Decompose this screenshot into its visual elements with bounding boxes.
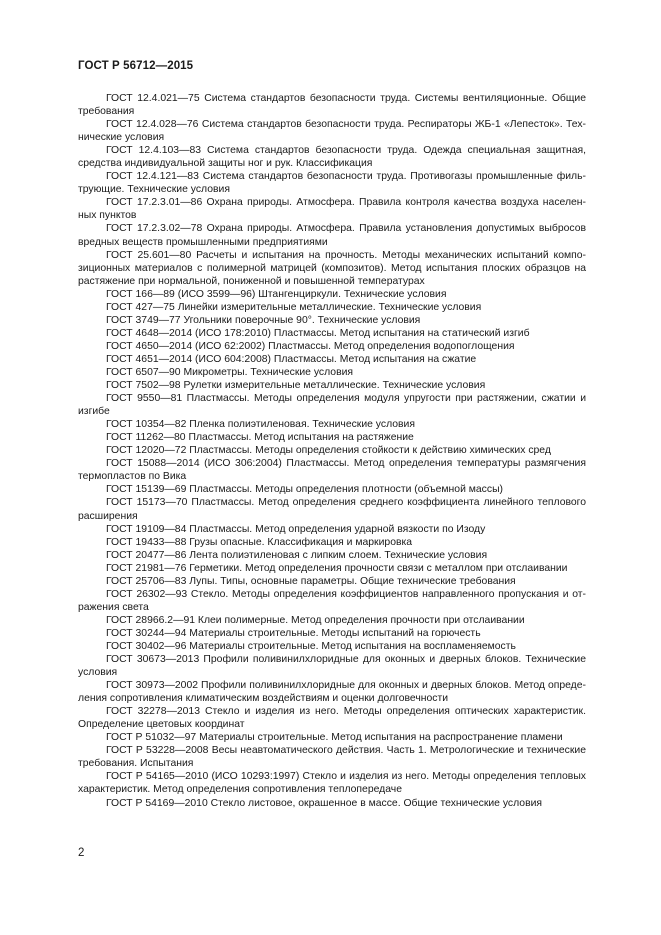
reference-item: ГОСТ 166—89 (ИСО 3599—96) Штангенциркули. Технические условия — [106, 288, 447, 300]
reference-item: ГОСТ Р 54165—2010 (ИСО 10293:1997) Стекло и изделия из него. Методы определения тепловых характеристик. Метод определения сопротивления теплопередаче — [78, 771, 586, 796]
reference-item: ГОСТ Р 53228—2008 Весы неавтоматического действия. Часть 1. Метрологические и технические требования. Испытания — [78, 745, 586, 770]
reference-item: ГОСТ 30973—2002 Профили поливинилхлоридные для оконных и дверных блоков. Метод определения сопротивления климатическим воздействиям и оценки долговечности — [78, 680, 586, 705]
reference-item: ГОСТ 30244—94 Материалы строительные. Методы испытаний на горючесть — [106, 627, 481, 639]
reference-item: ГОСТ 11262—80 Пластмассы. Метод испытания на растяжение — [106, 432, 414, 444]
reference-item: ГОСТ 17.2.3.02—78 Охрана природы. Атмосфера. Правила установления допустимых выбросов вредных веществ промышленными предприятиями — [78, 223, 586, 248]
reference-item: ГОСТ Р 51032—97 Материалы строительные. Метод испытания на распространение пламени — [106, 732, 563, 744]
reference-item: ГОСТ 427—75 Линейки измерительные металлические. Технические условия — [106, 301, 482, 313]
reference-item: ГОСТ 26302—93 Стекло. Методы определения коэффициентов направленного пропускания и отражения света — [78, 588, 586, 613]
reference-item: ГОСТ 30673—2013 Профили поливинилхлоридные для оконных и дверных блоков. Технические условия — [78, 654, 586, 679]
reference-item: ГОСТ 28966.2—91 Клеи полимерные. Метод определения прочности при отслаивании — [106, 614, 525, 626]
reference-item: ГОСТ 12020—72 Пластмассы. Методы определения стойкости к действию химических сред — [106, 445, 551, 457]
reference-item: ГОСТ 4650—2014 (ИСО 62:2002) Пластмассы. Метод определения водопоглощения — [106, 340, 515, 352]
reference-item: ГОСТ 25.601—80 Расчеты и испытания на прочность. Методы механических испытаний композиционных материалов с полимерной матрицей (композитов). Метод испытания плоских образцов на растяжение при нормальной, пониженной и повышенной температурах — [78, 249, 586, 287]
reference-item: ГОСТ 4648—2014 (ИСО 178:2010) Пластмассы. Метод испытания на статический изгиб — [106, 327, 530, 339]
reference-item: ГОСТ 21981—76 Герметики. Метод определения прочности связи с металлом при отслаивании — [106, 562, 568, 574]
reference-item: ГОСТ 19433—88 Грузы опасные. Классификация и маркировка — [106, 536, 413, 548]
reference-item: ГОСТ 12.4.021—75 Система стандартов безопасности труда. Системы вентиляционные. Общие требования — [78, 93, 586, 118]
reference-item: ГОСТ 15139—69 Пластмассы. Методы определения плотности (объемной массы) — [106, 484, 503, 496]
reference-item: ГОСТ 10354—82 Пленка полиэтиленовая. Технические условия — [106, 419, 415, 431]
reference-item: ГОСТ 12.4.028—76 Система стандартов безопасности труда. Респираторы ЖБ-1 «Лепесток». Технические условия — [78, 119, 586, 144]
reference-item: ГОСТ 7502—98 Рулетки измерительные металлические. Технические условия — [106, 380, 486, 392]
reference-item: ГОСТ 19109—84 Пластмассы. Метод определения ударной вязкости по Изоду — [106, 523, 486, 535]
document-header: ГОСТ Р 56712—2015 — [78, 60, 194, 72]
reference-item: ГОСТ 15173—70 Пластмассы. Метод определения среднего коэффициента линейного теплового расширения — [78, 497, 586, 522]
reference-item: ГОСТ 25706—83 Лупы. Типы, основные параметры. Общие технические требования — [106, 575, 516, 587]
reference-item: ГОСТ 30402—96 Материалы строительные. Метод испытания на воспламеняемость — [106, 640, 516, 652]
reference-item: ГОСТ Р 54169—2010 Стекло листовое, окрашенное в массе. Общие технические условия — [106, 797, 543, 809]
normative-references-list — [78, 92, 586, 810]
page-number: 2 — [78, 847, 85, 859]
reference-item: ГОСТ 15088—2014 (ИСО 306:2004) Пластмассы. Метод определения температуры размягчения термопластов по Вика — [78, 458, 586, 483]
reference-item: ГОСТ 17.2.3.01—86 Охрана природы. Атмосфера. Правила контроля качества воздуха населенных пунктов — [78, 197, 586, 222]
reference-item: ГОСТ 12.4.103—83 Система стандартов безопасности труда. Одежда специальная защитная, средства индивидуальной защиты ног и рук. Классификация — [78, 145, 586, 170]
reference-item: ГОСТ 20477—86 Лента полиэтиленовая с липким слоем. Технические условия — [106, 549, 488, 561]
reference-item: ГОСТ 3749—77 Угольники поверочные 90°. Технические условия — [106, 314, 421, 326]
reference-item: ГОСТ 12.4.121—83 Система стандартов безопасности труда. Противогазы промышленные фильтрующие. Технические условия — [78, 171, 586, 196]
reference-item: ГОСТ 4651—2014 (ИСО 604:2008) Пластмассы. Метод испытания на сжатие — [106, 353, 477, 365]
reference-item: ГОСТ 32278—2013 Стекло и изделия из него. Методы определения оптических характеристик. Определение цветовых координат — [78, 706, 586, 731]
reference-item: ГОСТ 6507—90 Микрометры. Технические условия — [106, 366, 354, 378]
reference-item: ГОСТ 9550—81 Пластмассы. Методы определения модуля упругости при растяжении, сжатии и изгибе — [78, 393, 586, 418]
